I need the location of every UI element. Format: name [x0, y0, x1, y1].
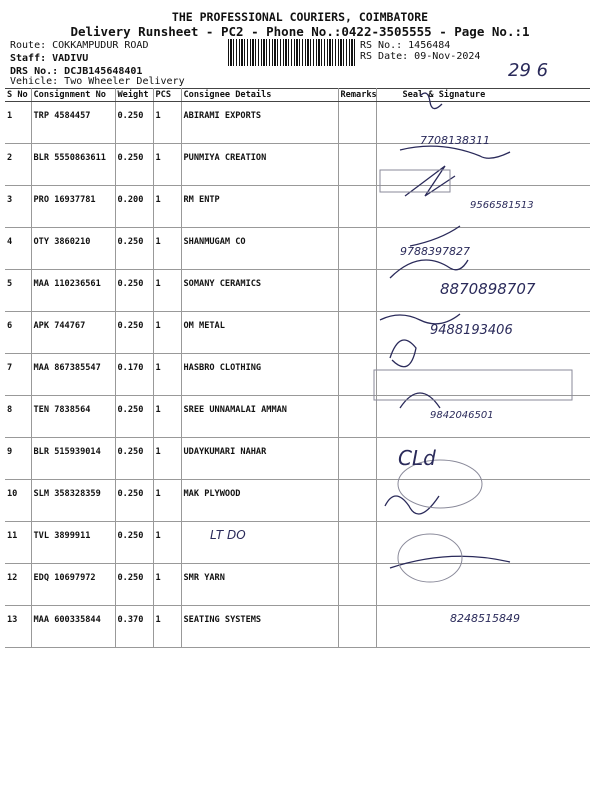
consignment-no: BLR 5550863611	[31, 144, 115, 186]
weight: 0.250	[115, 396, 153, 438]
pcs: 1	[153, 522, 181, 564]
pcs: 1	[153, 144, 181, 186]
col-pcs: PCS	[153, 89, 181, 102]
consignee: SMR YARN	[181, 564, 338, 606]
signatures-layer	[370, 88, 590, 648]
weight: 0.250	[115, 102, 153, 144]
consignment-no: TEN 7838564	[31, 396, 115, 438]
consignment-no: MAA 600335844	[31, 606, 115, 648]
consignment-no: APK 744767	[31, 312, 115, 354]
consignment-no: BLR 515939014	[31, 438, 115, 480]
consignee: UDAYKUMARI NAHAR	[181, 438, 338, 480]
signature-row6: 9488193406	[430, 323, 513, 338]
sno: 4	[5, 228, 31, 270]
weight: 0.250	[115, 312, 153, 354]
vehicle-label: Vehicle: Two Wheeler Delivery	[10, 76, 185, 87]
rs-no-label: RS No.: 1456484	[360, 40, 451, 51]
consignee: SHANMUGAM CO	[181, 228, 338, 270]
sno: 9	[5, 438, 31, 480]
consignment-no: EDQ 10697972	[31, 564, 115, 606]
pcs: 1	[153, 102, 181, 144]
col-consignee: Consignee Details	[181, 89, 338, 102]
pcs: 1	[153, 228, 181, 270]
sno: 8	[5, 396, 31, 438]
signature-row13: 8248515849	[450, 612, 520, 625]
runsheet-title: Delivery Runsheet - PC2 - Phone No.:0422-3505555 - Page No.:1	[70, 24, 530, 39]
consignment-no: OTY 3860210	[31, 228, 115, 270]
col-signature: Seal & Signature	[376, 89, 590, 102]
rs-date-label: RS Date: 09-Nov-2024	[360, 51, 481, 62]
signature-row3: 9566581513	[470, 200, 534, 211]
consignment-no: MAA 110236561	[31, 270, 115, 312]
pcs: 1	[153, 606, 181, 648]
weight: 0.250	[115, 480, 153, 522]
sno: 12	[5, 564, 31, 606]
pcs: 1	[153, 438, 181, 480]
pcs: 1	[153, 186, 181, 228]
consignee	[181, 522, 338, 564]
pcs: 1	[153, 312, 181, 354]
sno: 11	[5, 522, 31, 564]
sno: 10	[5, 480, 31, 522]
consignee: SREE UNNAMALAI AMMAN	[181, 396, 338, 438]
col-sno: S No	[5, 89, 31, 102]
handwritten-note: 29 6	[508, 60, 549, 81]
pcs: 1	[153, 564, 181, 606]
weight: 0.250	[115, 228, 153, 270]
signature-row9: CLd	[398, 446, 436, 470]
consignment-no: MAA 867385547	[31, 354, 115, 396]
weight: 0.250	[115, 438, 153, 480]
weight: 0.250	[115, 564, 153, 606]
consignee: ABIRAMI EXPORTS	[181, 102, 338, 144]
consignment-no: SLM 358328359	[31, 480, 115, 522]
route-label: Route: COKKAMPUDUR ROAD	[10, 40, 149, 51]
weight: 0.170	[115, 354, 153, 396]
staff-label: Staff: VADIVU	[10, 53, 89, 64]
col-weight: Weight	[115, 89, 153, 102]
col-remarks: Remarks	[338, 89, 376, 102]
sno: 3	[5, 186, 31, 228]
consignee: SOMANY CERAMICS	[181, 270, 338, 312]
consignment-no: TVL 3899911	[31, 522, 115, 564]
weight: 0.250	[115, 522, 153, 564]
sno: 1	[5, 102, 31, 144]
pcs: 1	[153, 270, 181, 312]
company-title: THE PROFESSIONAL COURIERS, COIMBATORE	[171, 10, 429, 24]
consignee: MAK PLYWOOD	[181, 480, 338, 522]
signature-row4: 9788397827	[400, 245, 470, 258]
sno: 7	[5, 354, 31, 396]
consignee: SEATING SYSTEMS	[181, 606, 338, 648]
consignment-no: PRO 16937781	[31, 186, 115, 228]
drs-no-label: DRS No.: DCJB145648401	[10, 66, 143, 77]
signature-row1: 7708138311	[420, 134, 490, 147]
consignee: OM METAL	[181, 312, 338, 354]
consignment-no: TRP 4584457	[31, 102, 115, 144]
barcode	[228, 39, 356, 66]
consignee: HASBRO CLOTHING	[181, 354, 338, 396]
consignee: PUNMIYA CREATION	[181, 144, 338, 186]
signature-row8: 9842046501	[430, 410, 494, 421]
sno: 13	[5, 606, 31, 648]
pcs: 1	[153, 480, 181, 522]
sno: 5	[5, 270, 31, 312]
pcs: 1	[153, 354, 181, 396]
weight: 0.250	[115, 144, 153, 186]
weight: 0.250	[115, 270, 153, 312]
pcs: 1	[153, 396, 181, 438]
signature-row5: 8870898707	[440, 280, 536, 298]
consignee: RM ENTP	[181, 186, 338, 228]
sno: 2	[5, 144, 31, 186]
col-consignment: Consignment No	[31, 89, 115, 102]
sno: 6	[5, 312, 31, 354]
handwritten-row11: LT DO	[210, 528, 246, 542]
weight: 0.200	[115, 186, 153, 228]
weight: 0.370	[115, 606, 153, 648]
